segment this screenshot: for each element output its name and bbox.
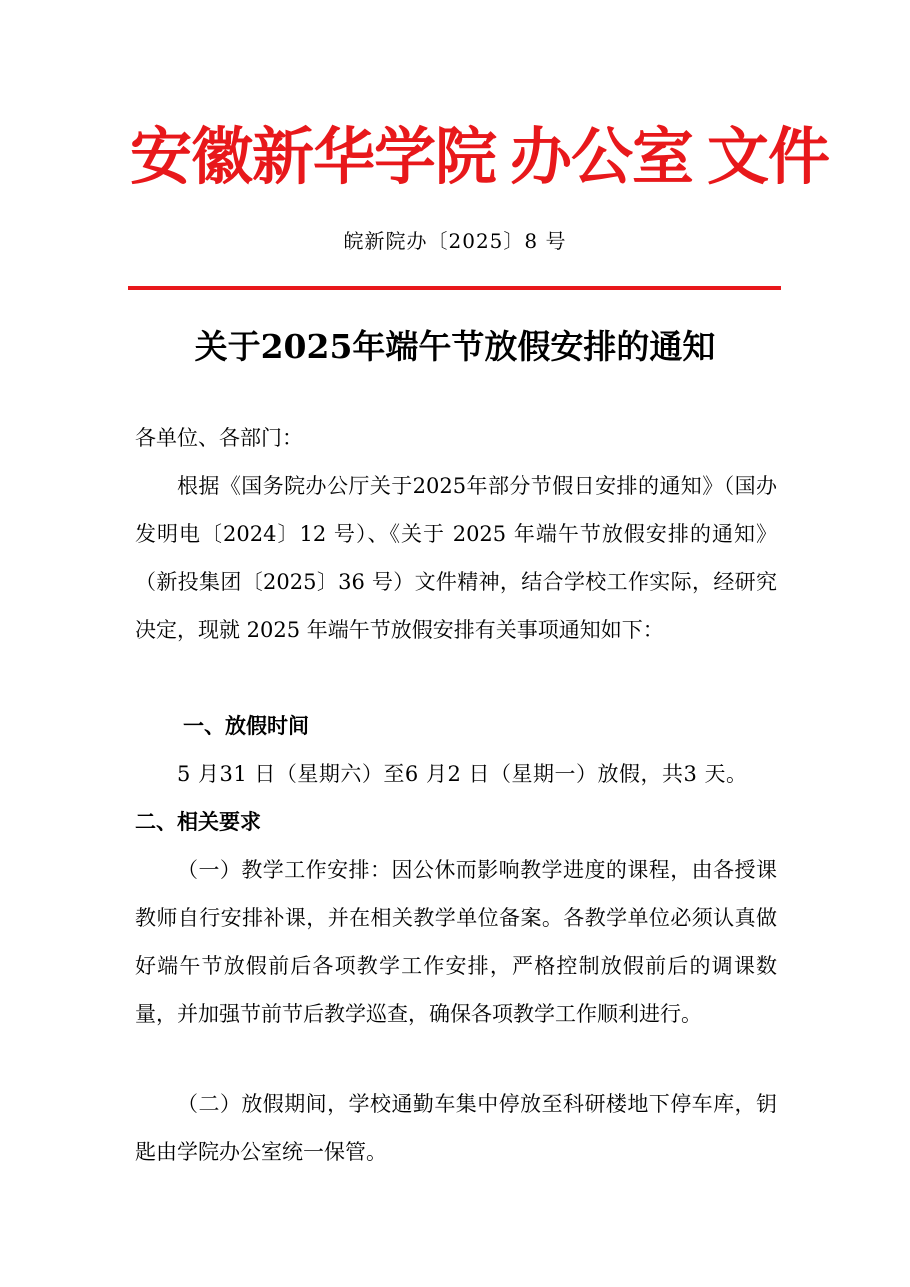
requirement-vehicles: （二）放假期间，学校通勤车集中停放至科研楼地下停车库，钥匙由学院办公室统一保管。 <box>135 1092 777 1164</box>
intro-paragraph: 根据《国务院办公厅关于2025年部分节假日安排的通知》（国办发明电〔2024〕12 号）、《关于 2025 年端午节放假安排的通知》（新投集团〔2025〕36 号）文件精神，结合学校工作实际，经研究决定，现就 2025 年端午节放假安排有关事项通知如下： <box>135 474 777 642</box>
requirement-teaching: （一）教学工作安排：因公休而影响教学进度的课程，由各授课教师自行安排补课，并在相关教学单位备案。各教学单位必须认真做好端午节放假前后各项教学工作安排，严格控制放假前后的调课数量，并加强节前节后教学巡查，确保各项教学工作顺利进行。 <box>135 858 777 1026</box>
header-org-name: 安徽新华学院 <box>130 120 497 193</box>
section-heading-holiday-time: 一、放假时间 <box>183 714 309 738</box>
header-office-name: 办公室 <box>510 120 694 193</box>
document-number: 皖新院办〔2025〕8 号 <box>343 229 567 253</box>
section-heading-requirements: 二、相关要求 <box>135 810 261 834</box>
salutation: 各单位、各部门： <box>135 426 303 450</box>
notice-title: 关于2025年端午节放假安排的通知 <box>194 327 716 366</box>
document-header-title <box>130 112 830 202</box>
header-red-divider <box>128 286 781 290</box>
holiday-period-text: 5 月31 日（星期六）至6 月2 日（星期一）放假，共3 天。 <box>177 762 748 786</box>
header-doc-type: 文件 <box>707 120 830 193</box>
